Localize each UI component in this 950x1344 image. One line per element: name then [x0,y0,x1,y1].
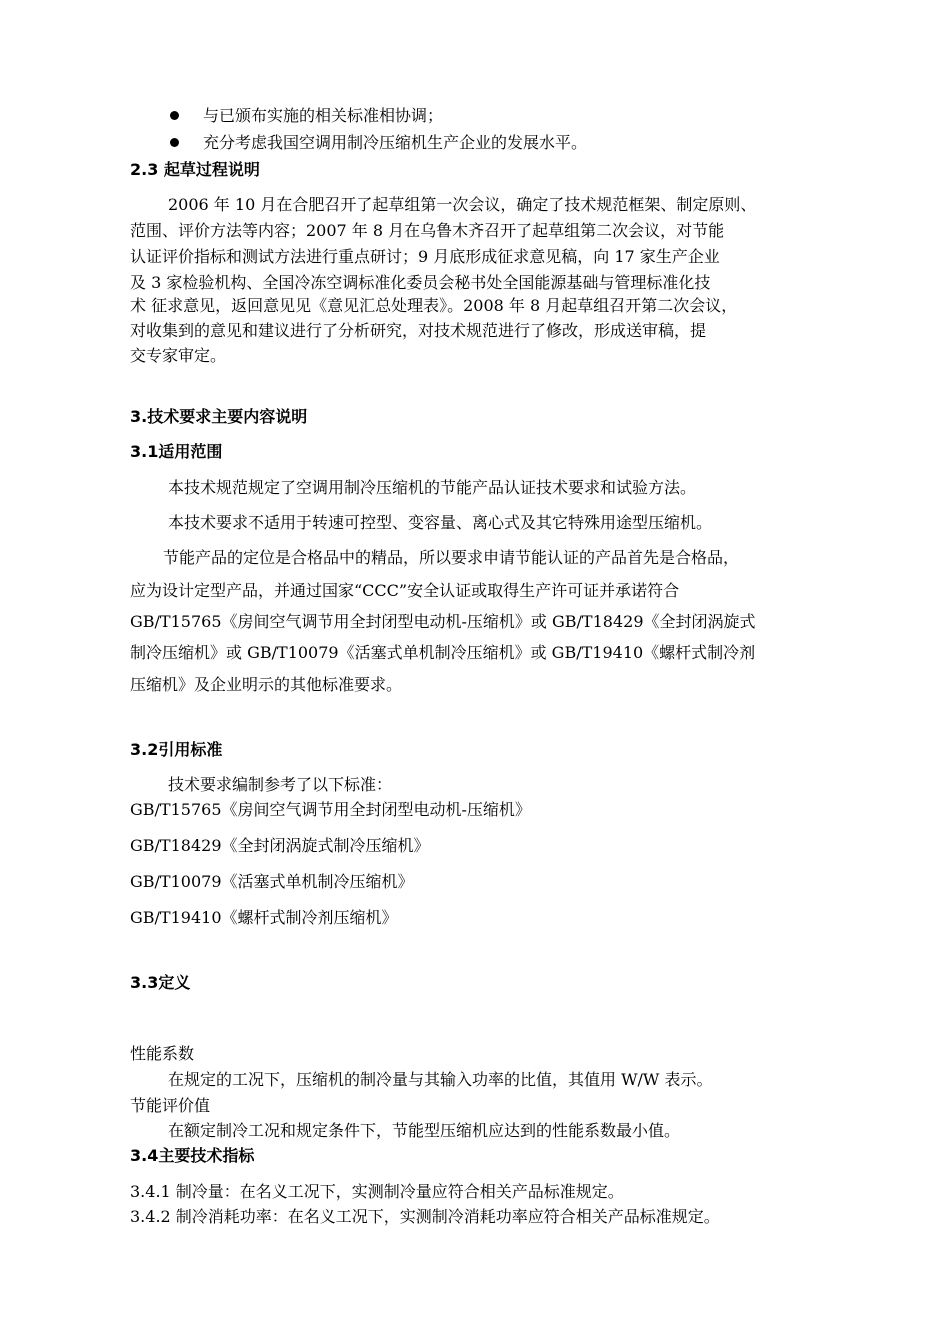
standard-item: GB/T19410《螺杆式制冷剂压缩机》 [130,908,398,927]
paragraph-line: 技术要求编制参考了以下标准： [168,775,393,794]
bullet-dot [170,111,179,120]
bullet-item: 充分考虑我国空调用制冷压缩机生产企业的发展水平。 [203,133,588,152]
paragraph-line: 本技术要求不适用于转速可控型、变容量、离心式及其它特殊用途型压缩机。 [168,513,713,532]
definition-text: 在额定制冷工况和规定条件下，节能型压缩机应达到的性能系数最小值。 [168,1121,681,1140]
section-heading: 3.1适用范围 [130,442,223,461]
paragraph-line: 范围、评价方法等内容；2007 年 8 月在乌鲁木齐召开了起草组第二次会议，对节能 [130,221,725,240]
definition-text: 在规定的工况下，压缩机的制冷量与其输入功率的比值，其值用 W/W 表示。 [168,1070,713,1089]
spec-item: 3.4.1 制冷量：在名义工况下，实测制冷量应符合相关产品标准规定。 [130,1182,624,1201]
standard-item: GB/T10079《活塞式单机制冷压缩机》 [130,872,414,891]
definition-term: 节能评价值 [130,1096,211,1115]
section-heading: 3.3定义 [130,973,191,992]
section-heading: 3.2引用标准 [130,740,223,759]
definition-term: 性能系数 [130,1044,195,1063]
paragraph-line: 压缩机》及企业明示的其他标准要求。 [130,675,403,694]
paragraph-line: 及 3 家检验机构、全国冷冻空调标准化委员会秘书处全国能源基础与管理标准化技 [130,273,711,292]
paragraph-line: 制冷压缩机》或 GB/T10079《活塞式单机制冷压缩机》或 GB/T19410《螺杆式制冷剂 [130,643,756,662]
standard-item: GB/T15765《房间空气调节用全封闭型电动机-压缩机》 [130,800,531,819]
paragraph-line: 交专家审定。 [130,346,227,365]
paragraph-line: 节能产品的定位是合格品中的精品，所以要求申请节能认证的产品首先是合格品， [163,548,740,567]
bullet-dot [170,138,179,147]
paragraph-line: 对收集到的意见和建议进行了分析研究，对技术规范进行了修改，形成送审稿，提 [130,321,707,340]
paragraph-line: 认证评价指标和测试方法进行重点研讨；9 月底形成征求意见稿，向 17 家生产企业 [130,247,720,266]
paragraph-line: GB/T15765《房间空气调节用全封闭型电动机-压缩机》或 GB/T18429《全封闭涡旋式 [130,612,756,631]
paragraph-line: 2006 年 10 月在合肥召开了起草组第一次会议，确定了技术规范框架、制定原则、 [168,195,757,214]
paragraph-line: 术 征求意见，返回意见见《意见汇总处理表》。2008 年 8 月起草组召开第二次会议， [130,296,738,315]
section-heading: 3.4主要技术指标 [130,1146,255,1165]
bullet-item: 与已颁布实施的相关标准相协调； [203,106,444,125]
paragraph-line: 本技术规范规定了空调用制冷压缩机的节能产品认证技术要求和试验方法。 [168,478,697,497]
section-heading: 2.3 起草过程说明 [130,160,260,179]
section-heading: 3.技术要求主要内容说明 [130,407,308,426]
spec-item: 3.4.2 制冷消耗功率：在名义工况下，实测制冷消耗功率应符合相关产品标准规定。 [130,1207,720,1226]
paragraph-line: 应为设计定型产品，并通过国家“CCC”安全认证或取得生产许可证并承诺符合 [130,581,680,600]
standard-item: GB/T18429《全封闭涡旋式制冷压缩机》 [130,836,430,855]
